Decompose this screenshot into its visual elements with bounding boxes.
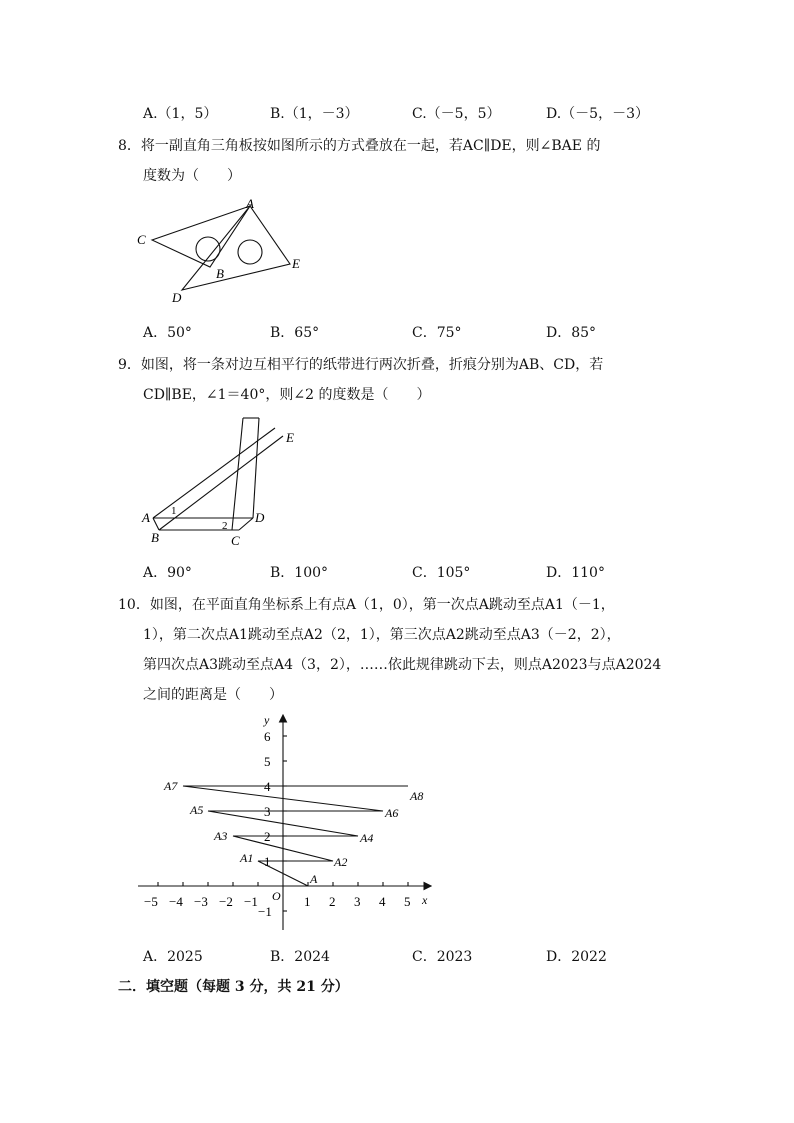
q10-xtick: −4 [169, 894, 183, 909]
q10-ytick: 3 [264, 804, 271, 819]
q9-option-b: B．100° [270, 565, 329, 581]
q10-ytick: 5 [264, 754, 271, 769]
q7-option-a: A.（1，5） [143, 106, 218, 122]
q8-label-a: A [246, 196, 254, 211]
q10-xtick: 5 [404, 894, 411, 909]
q8-text-line1: 8．将一副直角三角板按如图所示的方式叠放在一起，若AC∥DE，则∠BAE 的 [118, 138, 601, 154]
q10-text-line4: 之间的距离是（ ） [143, 687, 283, 703]
q10-text-line2: 1），第二次点A1跳动至点A2（2，1），第三次点A2跳动至点A3（－2，2）， [143, 627, 621, 643]
q10-ytick: 6 [264, 729, 271, 744]
q9-label-c: C [231, 533, 240, 548]
q10-ytick: 1 [264, 854, 271, 869]
q10-point-a8: A8 [410, 789, 424, 803]
q10-text-line1: 10．如图，在平面直角坐标系上有点A（1，0），第一次点A跳动至点A1（－1， [118, 597, 615, 613]
q10-y-label: y [264, 713, 270, 727]
q9-text-line1: 9．如图，将一条对边互相平行的纸带进行两次折叠，折痕分别为AB、CD，若 [118, 357, 604, 373]
q9-label-e: E [286, 430, 294, 445]
q9-option-d: D．110° [546, 565, 605, 581]
q10-x-label: x [422, 893, 428, 907]
q10-option-c: C．2023 [412, 949, 473, 965]
q8-hole-right [238, 240, 262, 264]
q10-xtick: −1 [244, 894, 258, 909]
q8-option-a: A．50° [143, 325, 192, 341]
q8-option-c: C．75° [412, 325, 462, 341]
q10-point-a5: A5 [190, 803, 204, 817]
q10-point-a4: A4 [360, 831, 374, 845]
q8-label-d: D [172, 290, 182, 305]
q10-point-a6: A6 [385, 806, 399, 820]
q10-xtick: −5 [144, 894, 158, 909]
q9-label-b: B [151, 530, 159, 545]
q10-xtick: −2 [219, 894, 233, 909]
q10-xtick: −3 [194, 894, 208, 909]
q9-label-d: D [255, 510, 265, 525]
section-fill-in-title: 二．填空题（每题 3 分，共 21 分） [118, 979, 349, 995]
q10-xtick: 1 [304, 894, 311, 909]
q10-point-a3: A3 [214, 829, 228, 843]
q8-label-b: B [216, 266, 224, 281]
q10-ytick: 4 [264, 779, 271, 794]
q9-label-a: A [142, 510, 150, 525]
q8-triangle-cad [152, 206, 250, 267]
q9-option-a: A．90° [143, 565, 192, 581]
q10-point-a: A [310, 872, 318, 886]
q7-option-c: C.（－5，5） [412, 106, 501, 122]
q8-text-line2: 度数为（ ） [143, 168, 241, 184]
q7-option-d: D.（－5，－3） [546, 106, 649, 122]
q10-point-a7: A7 [164, 779, 178, 793]
q8-option-b: B．65° [270, 325, 320, 341]
q10-option-b: B．2024 [270, 949, 330, 965]
q10-coordinate-figure [130, 710, 440, 935]
q10-origin-label: O [272, 889, 281, 903]
q8-triangle-aed [182, 206, 290, 290]
q8-option-d: D．85° [546, 325, 597, 341]
q9-figure [135, 410, 305, 550]
q10-point-a2: A2 [334, 855, 348, 869]
q9-option-c: C．105° [412, 565, 471, 581]
q8-label-c: C [137, 232, 146, 247]
q10-text-line3: 第四次点A3跳动至点A4（3，2），……依此规律跳动下去，则点A2023与点A2024 [143, 657, 662, 673]
q10-ytick: −1 [258, 904, 272, 919]
q8-figure [130, 192, 320, 307]
q9-angle-2: 2 [222, 520, 228, 532]
q10-option-d: D．2022 [546, 949, 607, 965]
q9-text-line2: CD∥BE，∠1＝40°，则∠2 的度数是（ ） [143, 387, 431, 403]
q10-ytick: 2 [264, 829, 271, 844]
q10-xtick: 4 [379, 894, 386, 909]
q7-option-b: B.（1，－3） [270, 106, 359, 122]
q9-angle-1: 1 [171, 505, 177, 517]
q10-point-a1: A1 [240, 851, 254, 865]
q10-xtick: 2 [329, 894, 336, 909]
q10-xtick: 3 [354, 894, 361, 909]
q10-option-a: A．2025 [143, 949, 203, 965]
q8-label-e: E [292, 256, 300, 271]
